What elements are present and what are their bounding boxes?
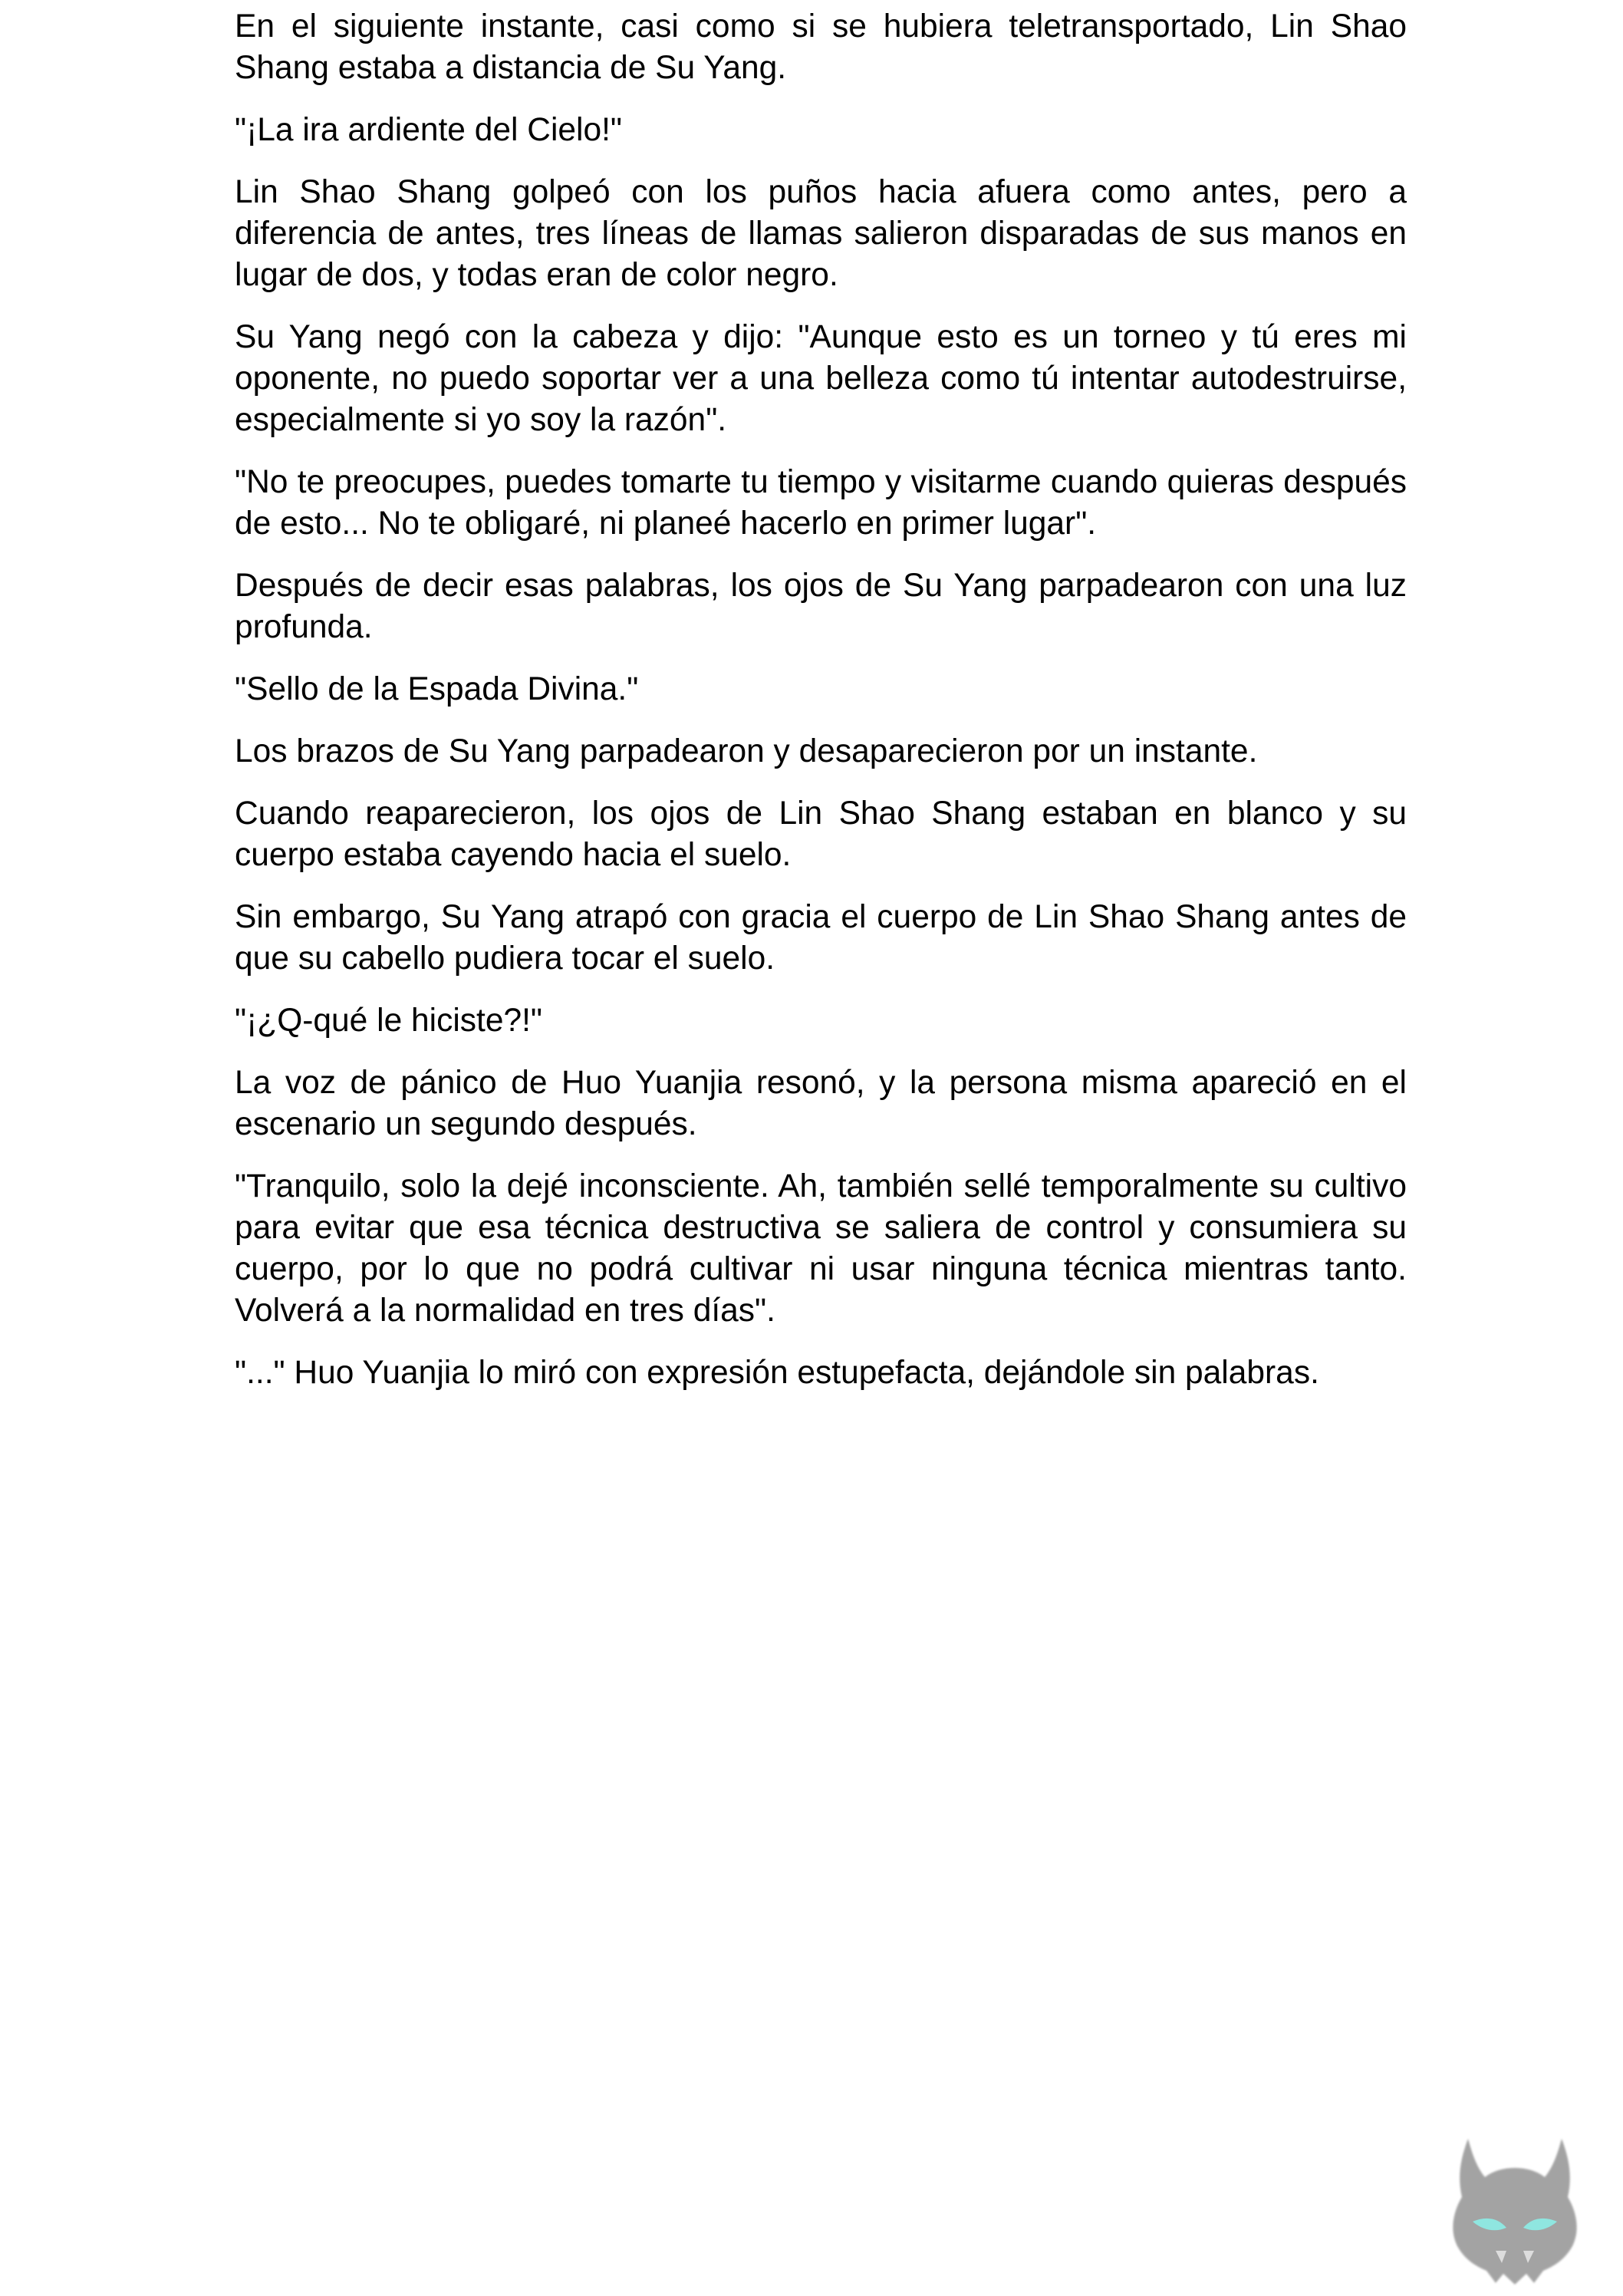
paragraph: Lin Shao Shang golpeó con los puños hacia afuera como antes, pero a diferencia de antes, tres líneas de llamas salieron disparadas de sus manos en lugar de dos, y todas eran de color negro. bbox=[235, 174, 1407, 293]
demon-head-logo-icon bbox=[1442, 2133, 1588, 2286]
paragraph: La voz de pánico de Huo Yuanjia resonó, y la persona misma apareció en el escenario un segundo después. bbox=[235, 1065, 1407, 1142]
paragraph: Su Yang negó con la cabeza y dijo: "Aunque esto es un torneo y tú eres mi oponente, no puedo soportar ver a una belleza como tú intentar autodestruirse, especialmente si yo soy la razón". bbox=[235, 319, 1407, 438]
paragraph: "Tranquilo, solo la dejé inconsciente. Ah, también sellé temporalmente su cultivo para evitar que esa técnica destructiva se saliera de control y consumiera su cuerpo, por lo que no podrá cultivar ni usar ninguna técnica mientras tanto. Volverá a la normalidad en tres días". bbox=[235, 1168, 1407, 1329]
paragraph: En el siguiente instante, casi como si se hubiera teletransportado, Lin Shao Shang estaba a distancia de Su Yang. bbox=[235, 8, 1407, 86]
paragraph: "¡¿Q-qué le hiciste?!" bbox=[235, 1003, 543, 1039]
paragraph: Después de decir esas palabras, los ojos de Su Yang parpadearon con una luz profunda. bbox=[235, 568, 1407, 645]
paragraph: Sin embargo, Su Yang atrapó con gracia el cuerpo de Lin Shao Shang antes de que su cabello pudiera tocar el suelo. bbox=[235, 899, 1407, 977]
paragraph: "..." Huo Yuanjia lo miró con expresión estupefacta, dejándole sin palabras. bbox=[235, 1355, 1319, 1391]
paragraph: Cuando reaparecieron, los ojos de Lin Shao Shang estaban en blanco y su cuerpo estaba cayendo hacia el suelo. bbox=[235, 796, 1407, 873]
paragraph: "¡La ira ardiente del Cielo!" bbox=[235, 112, 623, 148]
paragraph: Los brazos de Su Yang parpadearon y desaparecieron por un instante. bbox=[235, 733, 1258, 769]
paragraph: "Sello de la Espada Divina." bbox=[235, 671, 639, 707]
body-text bbox=[235, 6, 1407, 1415]
paragraph: "No te preocupes, puedes tomarte tu tiempo y visitarme cuando quieras después de esto... No te obligaré, ni planeé hacerlo en primer lugar". bbox=[235, 464, 1407, 542]
